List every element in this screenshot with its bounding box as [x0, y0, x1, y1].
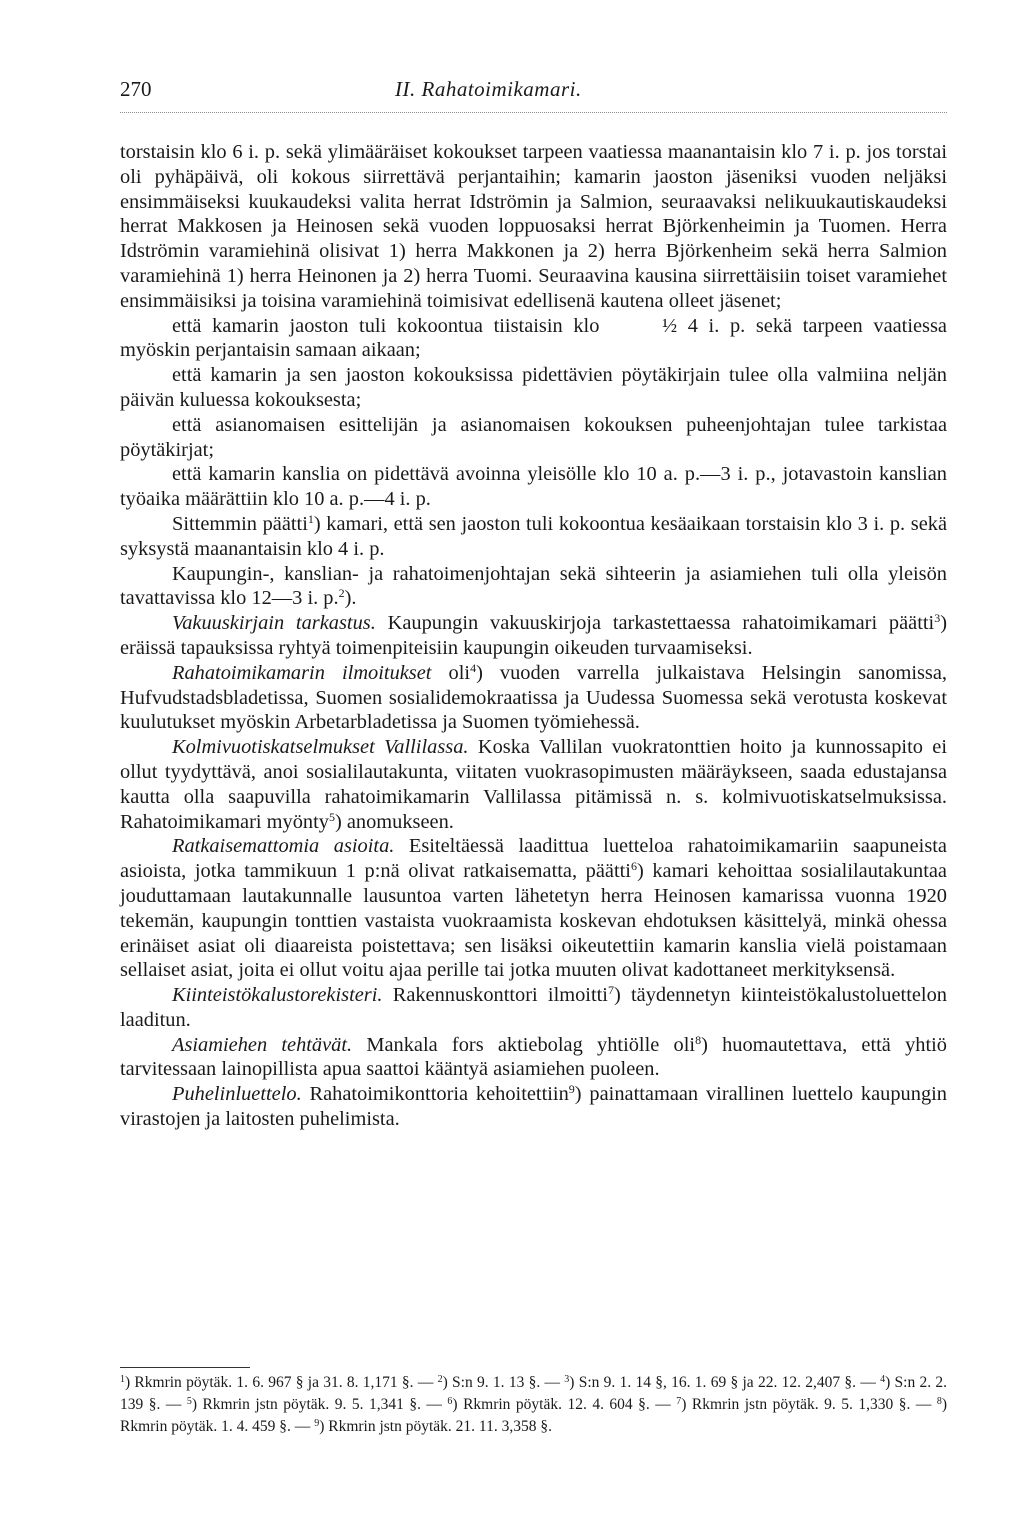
footnote-ref: 9 [568, 1082, 575, 1097]
fraction-half: ½ [662, 314, 678, 337]
section-heading: Puhelinluettelo. [172, 1083, 302, 1106]
section-ilmoitukset: Rahatoimikamarin ilmoitukset oli$^4$) vuoden varrella julkaistava Helsingin sanomissa, Hufvudstadsbladetissa, Suomen sosialidemokraatissa ja Uudessa Suomessa sekä verotusta koskevat kuulutukset myöskin Arbetarbladetissa ja Suomen työmiehessä. [120, 660, 948, 734]
footnote-number: 1 [120, 1374, 125, 1385]
section-kiinteistokalustorekisteri: Kiinteistökalustorekisteri. Rakennuskonttori ilmoitti$^7$) täydennetyn kiinteistökalustoluettelon laaditun. [120, 983, 947, 1031]
footnote-ref: 4 [470, 660, 477, 675]
section-heading: Rahatoimikamarin ilmoitukset [172, 661, 432, 684]
section-ratkaisemattomia-asioita: Ratkaisemattomia asioita. Esiteltäessä laadittua luetteloa rahatoimikamariin saapuneista asioista, jotka tammikuun 1 p:nä olivat ratkaisematta, päätti$^6$) kamari kehoittaa sosialilautakuntaa jouduttamaan lautakunnalle lausuntoa varten lähetetyn herra Heinosen kamarissa vuonna 1920 tekemän, kaupungin tonttien vastaista vuokraamista koskevan ehdotuksen käsittelyä, minkä ohessa erinäiset asiat oli diaareista poistettava; sen lisäksi oikeutettiin kamarin kanslia vielä poistamaan sellaiset asiat, joita ei ollut voitu ajaa perille tai jotka muuten olivat kadottaneet merkityksensä. [120, 835, 947, 982]
section-heading: Asiamiehen tehtävät. [172, 1033, 353, 1056]
footnote-number: 4 [880, 1374, 886, 1385]
section-puhelinluettelo: Puhelinluettelo. Rahatoimikonttoria kehoitettiin$^9$) painattamaan virallinen luettelo kaupungin virastojen ja laitosten puhelimista. [120, 1082, 948, 1131]
section-vakuuskirjain-tarkastus: Vakuuskirjain tarkastus. Kaupungin vakuuskirjoja tarkastettaessa rahatoimikamari päätti$^3$) eräissä tapauksissa ryhtyä toimenpiteisiin kaupungin oikeuden turvaamiseksi. [120, 611, 948, 659]
footnote-ref: 8 [695, 1032, 702, 1047]
section-asiamiehen-tehtavat: Asiamiehen tehtävät. Mankala fors aktiebolag yhtiölle oli$^8$) huomautettava, että yhtiö tarvitessaan lainopillista apua saattoi kääntyä asiamiehen puoleen. [120, 1032, 947, 1081]
paragraph-office-hours: että kamarin kanslia on pidettävä avoinna yleisölle klo 10 a. p.—3 i. p., jotavastoin kanslian työaika määrättiin klo 10 a. p.—4 i. p. [120, 463, 947, 511]
paragraph-reception-hours: Kaupungin-, kanslian- ja rahatoimenjohtajan sekä sihteerin ja asiamiehen tuli olla yleisön tavattavissa klo 12—3 i. p.$^2$). [120, 562, 947, 610]
footnote-ref: 3 [934, 611, 941, 626]
section-kolmivuotiskatselmukset: Kolmivuotiskatselmukset Vallilassa. Koska Vallilan vuokratonttien hoito ja kunnossapito ei ollut tyydyttävä, anoi sosialilautakunta, viitaten vuokrasopimusten määräykseen, saada edustajansa kautta olla saapuvilla rahatoimikamarin Vallilassa pitämissä n. s. kolmivuotiskatselmuksissa. Rahatoimikamari myönty$^5$) anomukseen. [120, 736, 948, 833]
footnote-number: 3 [564, 1374, 570, 1385]
footnote-number: 8 [936, 1396, 942, 1407]
section-heading: Kolmivuotiskatselmukset Vallilassa. [172, 736, 469, 759]
footnote-number: 2 [437, 1374, 443, 1385]
footnote-text: $^1$) Rkmrin pöytäk. 1. 6. 967 § ja 31. 8. 1,171 §. — $^2$) S:n 9. 1. 13 §. — $^3$) S:n 9. 1. 14 §, 16. 1. 69 § ja 22. 12. 2,407 §. — $^4$) S:n 2. 2. 139 §. — $^5$) Rkmrin jstn pöytäk. 9. 5. 1,341 §. — $^6$) Rkmrin pöytäk. 12. 4. 604 §. — $^7$) Rkmrin jstn pöytäk. 9. 5. 1,330 §. — $^8$) Rkmrin pöytäk. 1. 4. 459 §. — $^9$) Rkmrin jstn pöytäk. 21. 11. 3,358 §. [120, 1374, 948, 1435]
paragraph-review: että asianomaisen esittelijän ja asianomaisen kokouksen puheenjohtajan tulee tarkistaa pöytäkirjat; [120, 413, 947, 461]
paragraph-summer-meetings: Sittemmin päätti$^1$) kamari, että sen jaoston tuli kokoontua kesäaikaan torstaisin klo 3 i. p. sekä syksystä maanantaisin klo 4 i. p. [120, 511, 948, 560]
running-head: II. Rahatoimikamari. [395, 77, 582, 101]
footnote-number: 6 [447, 1396, 453, 1407]
paragraph-meeting-times: torstaisin klo 6 i. p. sekä ylimääräiset kokoukset tarpeen vaatiessa maanantaisin klo 7 i. p. jos torstai oli pyhäpäivä, oli kokous siirrettävä perjantaihin; kamarin jaoston jäseniksi vuoden neljäksi ensimmäiseksi kuukaudeksi valita herrat Idströmin ja Salmion, seuraavaksi nelikuukautiskaudeksi herrat Makkosen ja Heinosen sekä vuoden loppuosaksi herrat Björkenheimin ja Tuomen. Herra Idströmin varamiehinä olisivat 1) herra Makkonen ja 2) herra Björkenheim sekä herra Salmion varamiehinä 1) herra Heinonen ja 2) herra Tuomi. Seuraavina kausina siirrettäisiin toiset varamiehet ensimmäisiksi ja toisina varamiehinä toimisivat edellisenä kautena olleet jäsenet; [120, 141, 947, 312]
section-heading: Ratkaisemattomia asioita. [172, 835, 395, 858]
footnotes [120, 1372, 947, 1438]
footnote-rule [120, 1367, 250, 1368]
footnote-number: 5 [186, 1396, 192, 1407]
body-text [120, 140, 947, 1132]
footnote-ref: 1 [307, 511, 314, 526]
footnote-number: 9 [314, 1418, 320, 1429]
footnote-ref: 5 [328, 809, 335, 824]
section-heading: Vakuuskirjain tarkastus. [172, 612, 376, 635]
footnote-ref: 6 [630, 859, 637, 874]
footnote-ref: 2 [338, 586, 345, 601]
paragraph-minutes: että kamarin ja sen jaoston kokouksissa pidettävien pöytäkirjain tulee olla valmiina neljän päivän kuluessa kokouksesta; [120, 364, 947, 411]
section-heading: Kiinteistökalustorekisteri. [172, 984, 383, 1007]
footnote-number: 7 [676, 1396, 682, 1407]
paragraph-division-meetings: että kamarin jaoston tuli kokoontua tiistaisin klo ½ 4 i. p. sekä tarpeen vaatiessa myöskin perjantaisin samaan aikaan; [120, 314, 947, 362]
footnote-ref: 7 [607, 983, 614, 998]
page-number: 270 [120, 77, 152, 101]
header-rule [120, 112, 947, 113]
